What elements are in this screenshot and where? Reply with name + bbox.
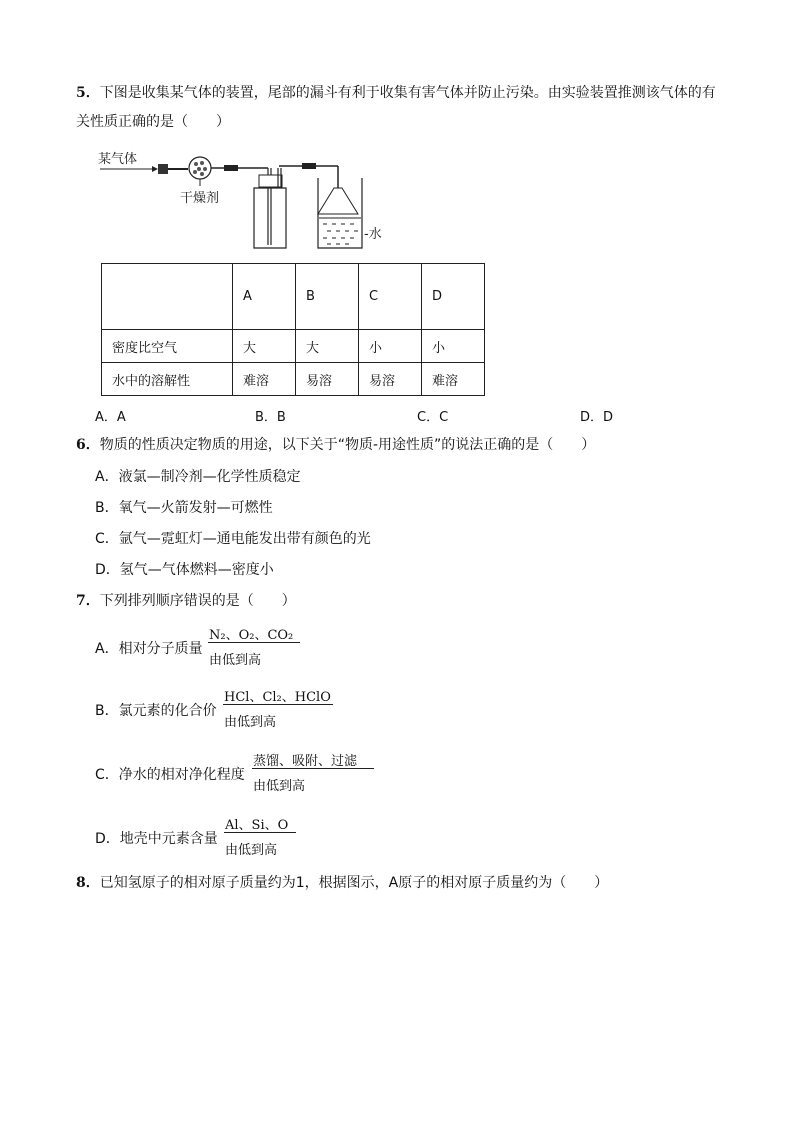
q7-option-b-top: HCl、Cl₂、HClO bbox=[224, 690, 331, 705]
collection-bottle bbox=[254, 188, 286, 248]
q6-option-a[interactable]: A．液氯—制冷剂—化学性质稳定 bbox=[95, 469, 301, 485]
table-cell: 小 bbox=[422, 330, 485, 363]
table-cell: 难溶 bbox=[422, 363, 485, 396]
question-8-line bbox=[76, 872, 608, 894]
question-6-number: 6． bbox=[76, 437, 100, 453]
water-pattern bbox=[323, 224, 358, 244]
table-row bbox=[102, 363, 485, 396]
question-5-text-line1: 下图是收集某气体的装置，尾部的漏斗有利于收集有害气体并防止污染。由实验装置推测该气体的有 bbox=[99, 85, 716, 101]
question-7-line bbox=[76, 590, 296, 612]
q7-option-b-bar bbox=[223, 704, 333, 705]
desiccant-granule bbox=[203, 167, 207, 171]
table-cell: D bbox=[422, 264, 485, 330]
table-cell bbox=[102, 264, 233, 330]
label-gas: 某气体 bbox=[98, 152, 138, 167]
q5-option-a[interactable]: A．A bbox=[95, 410, 126, 425]
table-cell: 大 bbox=[233, 330, 296, 363]
table-cell: 难溶 bbox=[233, 363, 296, 396]
q7-option-d-label: D．地壳中元素含量 bbox=[95, 831, 218, 847]
desiccant-granule bbox=[197, 167, 201, 171]
table-cell: 易溶 bbox=[296, 363, 359, 396]
table-cell: C bbox=[359, 264, 422, 330]
desiccant-granule bbox=[194, 162, 198, 166]
question-6-line bbox=[76, 434, 595, 456]
desiccant-granule bbox=[193, 170, 197, 174]
table-header-row bbox=[102, 264, 485, 330]
q6-option-c[interactable]: C．氩气—霓虹灯—通电能发出带有颜色的光 bbox=[95, 531, 371, 547]
gas-collection-apparatus bbox=[96, 148, 396, 254]
q7-option-b-bottom: 由低到高 bbox=[224, 715, 277, 730]
property-table bbox=[101, 263, 485, 396]
q6-option-d[interactable]: D．氢气—气体燃料—密度小 bbox=[95, 562, 274, 578]
question-7-number: 7． bbox=[76, 593, 100, 609]
q7-option-c-label: C．净水的相对净化程度 bbox=[95, 767, 245, 783]
question-5-number: 5． bbox=[76, 85, 100, 101]
question-6-text: 物质的性质决定物质的用途，以下关于“物质-用途性质”的说法正确的是（ ） bbox=[99, 437, 596, 453]
q6-option-b[interactable]: B．氧气—火箭发射—可燃性 bbox=[95, 500, 273, 516]
q7-option-d-top: Al、Si、O bbox=[225, 818, 289, 833]
stopper bbox=[158, 164, 168, 174]
desiccant-granule bbox=[200, 172, 204, 176]
table-cell: 大 bbox=[296, 330, 359, 363]
rubber-connector bbox=[302, 163, 316, 169]
question-5-line2: 关性质正确的是（ ） bbox=[76, 114, 230, 130]
question-5-line1 bbox=[76, 82, 716, 104]
table-cell: 易溶 bbox=[359, 363, 422, 396]
table-cell: B bbox=[296, 264, 359, 330]
rubber-connector bbox=[224, 165, 238, 171]
q7-option-c-top: 蒸馏、吸附、过滤 bbox=[253, 754, 358, 769]
question-7-text: 下列排列顺序错误的是（ ） bbox=[99, 593, 296, 609]
q7-option-a-label: A．相对分子质量 bbox=[95, 641, 203, 657]
desiccant-granule bbox=[200, 161, 204, 165]
q7-option-a-bottom: 由低到高 bbox=[209, 653, 262, 668]
question-8-text: 已知氢原子的相对原子质量约为1，根据图示，A原子的相对原子质量约为（ ） bbox=[99, 875, 609, 891]
table-row bbox=[102, 330, 485, 363]
table-cell: A bbox=[233, 264, 296, 330]
table-cell: 小 bbox=[359, 330, 422, 363]
label-water: -水 bbox=[364, 227, 382, 242]
label-desiccant: 干燥剂 bbox=[180, 191, 220, 206]
q7-option-c-bar bbox=[252, 768, 374, 769]
q7-option-b-label: B．氯元素的化合价 bbox=[95, 703, 217, 719]
q7-option-d-bar bbox=[224, 832, 296, 833]
q5-option-c[interactable]: C．C bbox=[417, 410, 449, 425]
q7-option-a-top: N₂、O₂、CO₂ bbox=[209, 628, 294, 643]
q5-option-d[interactable]: D．D bbox=[580, 410, 614, 425]
q5-option-b[interactable]: B．B bbox=[255, 410, 286, 425]
q7-option-a-bar bbox=[208, 642, 300, 643]
table-cell: 密度比空气 bbox=[102, 330, 233, 363]
inverted-funnel bbox=[318, 188, 358, 214]
q7-option-d-bottom: 由低到高 bbox=[225, 843, 278, 858]
q7-option-c-bottom: 由低到高 bbox=[253, 779, 306, 794]
arrow-head-icon bbox=[152, 166, 158, 172]
table-cell: 水中的溶解性 bbox=[102, 363, 233, 396]
question-8-number: 8． bbox=[76, 875, 100, 891]
